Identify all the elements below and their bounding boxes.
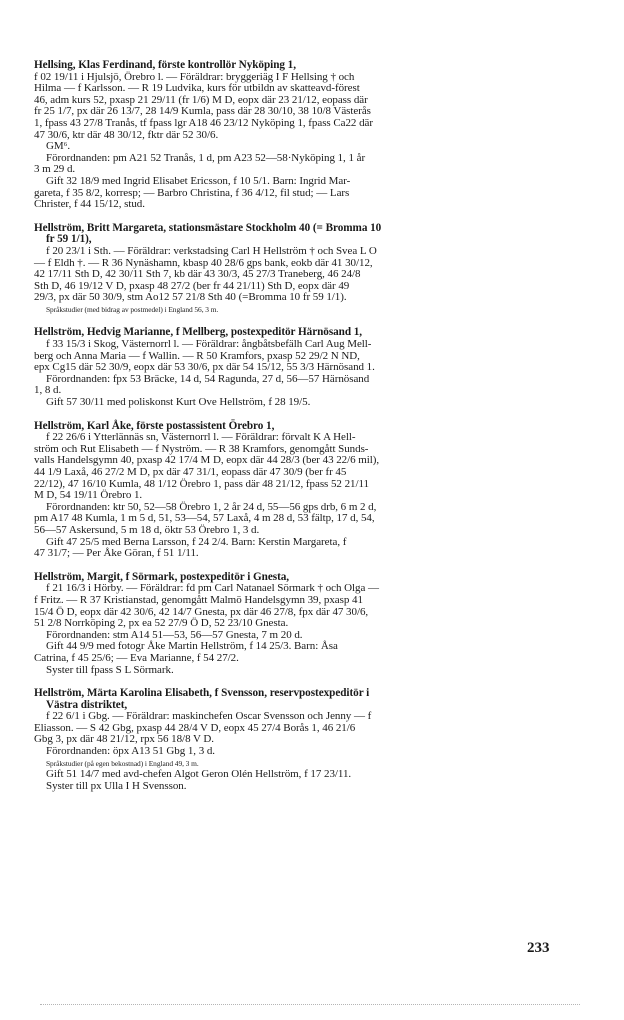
biography-entry-hellstrom-karl: [34, 421, 594, 560]
entry-text-line: 1, 8 d.: [34, 384, 62, 397]
entry-text-line: Sth D, 46 19/12 V D, pxasp 48 27/2 (ber fr 44 21/11) Sth D, eopx där 49: [34, 279, 350, 292]
entry-heading-continued: Västra distriktet,: [46, 698, 128, 711]
biography-entry-hellstrom-marta: [34, 688, 594, 792]
entry-text-line: Förordnanden: pm A21 52 Tranås, 1 d, pm A23 52—58·Nyköping 1, 1 år: [46, 151, 366, 164]
entry-text-line: f 22 6/1 i Gbg. — Föräldrar: maskinchefen Oscar Svensson och Jenny — f: [46, 710, 372, 723]
entry-text-line: 1, fpass 43 27/8 Tranås, tf fpass lgr A18 46 23/12 Nyköping 1, fpass Ca22 där: [34, 116, 373, 129]
entry-text-line: f 20 23/1 i Sth. — Föräldrar: verkstadsing Carl H Hellström † och Svea L O: [46, 244, 377, 257]
entry-note-line: Språkstudier (på egen bekostnad) i England 49, 3 m.: [46, 758, 199, 768]
biography-entry-hellsing-klas: [34, 60, 594, 211]
document-page: [34, 60, 594, 804]
entry-text-line: 29/3, px där 50 30/9, stm Ao12 57 21/8 Sth 40 (=Bromma 10 fr 59 1/1).: [34, 291, 347, 304]
entry-text-line: Gift 44 9/9 med fotogr Åke Martin Hellström, f 14 25/3. Barn: Åsa: [46, 640, 338, 653]
entry-text-line: Gift 51 14/7 med avd-chefen Algot Geron Olén Hellström, f 17 23/11.: [46, 768, 352, 781]
biography-entry-hellstrom-hedvig: [34, 327, 594, 408]
entry-text-line: Förordnanden: öpx A13 51 Gbg 1, 3 d.: [46, 745, 215, 758]
biography-entry-hellstrom-britt: [34, 223, 594, 316]
entry-text-line: f 21 16/3 i Hörby. — Föräldrar: fd pm Carl Natanael Sörmark † och Olga —: [46, 582, 379, 595]
entry-text-line: — f Eldh †. — R 36 Nynäshamn, kbasp 40 28/6 gps bank, eokb där 41 30/12,: [34, 256, 373, 269]
entry-text-line: Christer, f 44 15/12, stud.: [34, 198, 145, 211]
entry-text-line: f 33 15/3 i Skog, Västernorrl l. — Föräldrar: ångbåtsbefälh Carl Aug Mell-: [46, 338, 372, 351]
entry-text-line: f Fritz. — R 37 Kristianstad, genomgått Malmö Handelsgymn 39, pxasp 41: [34, 593, 363, 606]
entry-text-line: Syster till fpass S L Sörmark.: [46, 663, 174, 676]
entry-text-line: 46, adm kurs 52, pxasp 21 29/11 (fr 1/6) M D, eopx där 23 21/12, eopass där: [34, 93, 368, 106]
entry-heading: Hellström, Karl Åke, förste postassistent Örebro 1,: [34, 419, 275, 432]
entry-text-line: 44 1/9 Laxå, 46 27/2 M D, px där 47 31/1, eopass där 47 30/9 (ber fr 45: [34, 466, 347, 478]
entry-text-line: 56—57 Askersund, 5 m 18 d, öktr 53 Örebro 1, 3 d.: [34, 523, 260, 536]
entry-text-line: Gift 47 25/5 med Berna Larsson, f 24 2/4. Barn: Kerstin Margareta, f: [46, 535, 347, 548]
entry-text-line: M D, 54 19/11 Örebro 1.: [34, 489, 143, 502]
entry-text-line: f 22 26/6 i Ytterlännäs sn, Västernorrl l. — Föräldrar: förvalt K A Hell-: [46, 431, 356, 444]
entry-text-line: pm A17 48 Kumla, 1 m 5 d, 51, 53—54, 57 Laxå, 4 m 28 d, 53 fältp, 17 d, 54,: [34, 512, 375, 525]
entry-heading: Hellström, Britt Margareta, stationsmästare Stockholm 40 (= Bromma 10: [34, 221, 382, 234]
entry-text-line: Gift 57 30/11 med poliskonst Kurt Ove Hellström, f 28 19/5.: [46, 396, 311, 409]
entry-text-line: epx Cg15 där 52 30/9, eopx där 53 30/6, px där 54 15/12, 55 3/3 Härnösand 1.: [34, 361, 375, 374]
entry-text-line: 51 2/8 Norrköping 2, px ea 52 27/9 Ö D, 52 23/10 Gnesta.: [34, 617, 289, 630]
entry-text-line: Gift 32 18/9 med Ingrid Elisabet Ericsson, f 10 5/1. Barn: Ingrid Mar-: [46, 174, 351, 187]
entry-text-line: Förordnanden: fpx 53 Bräcke, 14 d, 54 Ragunda, 27 d, 56—57 Härnösand: [46, 372, 370, 385]
entry-text-line: 42 17/11 Sth D, 42 30/11 Sth 7, kb där 43 30/3, 45 27/3 Traneberg, 46 24/8: [34, 268, 361, 281]
entry-heading: Hellström, Margit, f Sörmark, postexpeditör i Gnesta,: [34, 570, 290, 583]
entry-text-line: 15/4 Ö D, eopx där 42 30/6, 42 14/7 Gnesta, px där 46 27/8, fpx där 47 30/6,: [34, 605, 369, 618]
entry-text-line: Catrina, f 45 25/6; — Eva Marianne, f 54 27/2.: [34, 651, 239, 664]
entry-text-line: Gbg 3, px där 48 21/12, rpx 56 18/8 V D.: [34, 733, 215, 746]
entry-heading: Hellström, Hedvig Marianne, f Mellberg, postexpeditör Härnösand 1,: [34, 326, 363, 339]
entry-heading: Hellström, Märta Karolina Elisabeth, f Svensson, reservpostexpeditör i: [34, 687, 370, 700]
entry-text-line: berg och Anna Maria — f Wallin. — R 50 Kramfors, pxasp 52 29/2 N ND,: [34, 349, 360, 362]
entry-text-line: Förordnanden: stm A14 51—53, 56—57 Gnesta, 7 m 20 d.: [46, 628, 303, 641]
entry-text-line: 47 30/6, ktr där 48 30/12, fktr där 52 30/6.: [34, 128, 219, 141]
entry-text-line: 47 31/7; — Per Åke Göran, f 51 1/11.: [34, 547, 199, 560]
entry-text-line: valls Handelsgymn 40, pxasp 42 17/4 M D, eopx där 44 28/3 (ber 43 22/6 mil),: [34, 454, 380, 467]
biography-entry-hellstrom-margit: [34, 572, 594, 676]
entry-text-line: 3 m 29 d.: [34, 163, 76, 176]
page-number: 233: [527, 940, 550, 956]
entry-text-line: 22/12), 47 16/10 Kumla, 48 1/12 Örebro 1, pass där 48 21/12, fpass 52 21/11: [34, 477, 369, 490]
entry-heading-continued: fr 59 1/1),: [46, 233, 92, 246]
entry-note-line: Språkstudier (med bidrag av postmedel) i England 56, 3 m.: [46, 304, 219, 314]
entry-text-line: f 02 19/11 i Hjulsjö, Örebro l. — Föräldrar: bryggeriäg I F Hellsing † och: [34, 70, 355, 83]
entry-text-line: Förordnanden: ktr 50, 52—58 Örebro 1, 2 år 24 d, 55—56 gps drb, 6 m 2 d,: [46, 500, 377, 513]
entry-text-line: Syster till px Ulla I H Svensson.: [46, 779, 187, 792]
entry-text-line: gareta, f 35 8/2, korresp; — Barbro Christina, f 36 4/12, fil stud; — Lars: [34, 186, 350, 199]
entry-text-line: Hilma — f Karlsson. — R 19 Ludvika, kurs för utbildn av skatteavd-förest: [34, 82, 360, 95]
bottom-dotted-rule: [40, 1004, 580, 1005]
entry-heading: Hellsing, Klas Ferdinand, förste kontrollör Nyköping 1,: [34, 59, 296, 71]
entry-text-line: Eliasson. — S 42 Gbg, pxasp 44 28/4 V D, eopx 45 27/4 Borås 1, 46 21/6: [34, 721, 356, 734]
entry-text-line: ström och Rut Elisabeth — f Nyström. — R 38 Kramfors, genomgått Sunds-: [34, 442, 369, 455]
entry-text-line: GM⁶.: [46, 140, 71, 153]
entry-text-line: fr 25 1/7, px där 26 13/7, 28 14/9 Kumla, pass där 28 30/10, 38 10/8 Västerås: [34, 105, 371, 118]
